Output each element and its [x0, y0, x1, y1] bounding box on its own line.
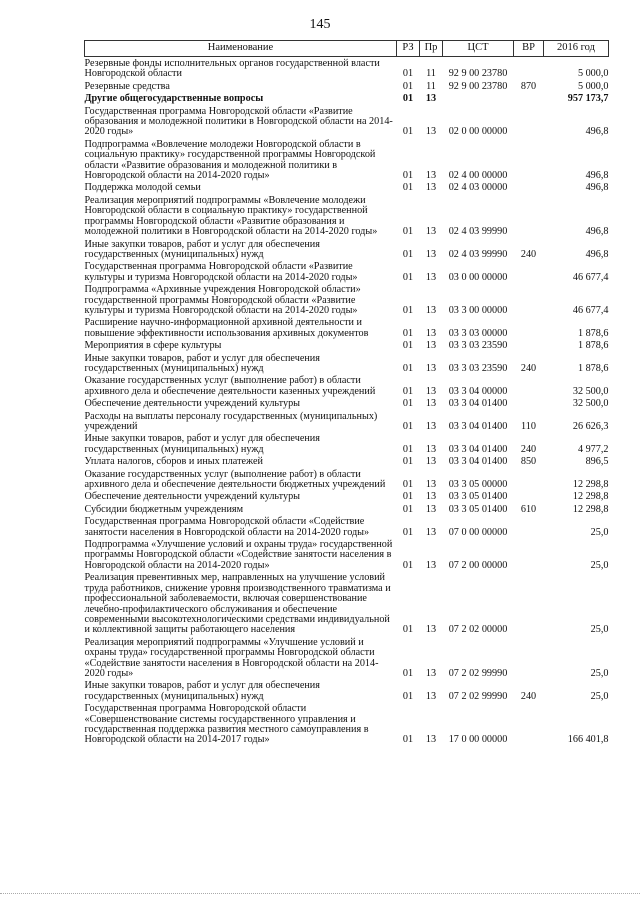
row-vr-cell — [514, 105, 544, 138]
row-sum-cell: 25,0 — [590, 667, 609, 679]
row-rz-cell: 01 — [402, 734, 414, 746]
row-rz-cell: 01 — [402, 690, 414, 702]
row-pr-cell: 13 — [425, 443, 437, 455]
row-name-cell: Резервные средства — [84, 80, 170, 92]
row-vr-cell — [514, 181, 544, 193]
table-row — [85, 238, 609, 261]
row-sum-cell: 32 500,0 — [572, 385, 609, 397]
row-vr-cell — [514, 138, 544, 182]
row-pr-cell: 13 — [425, 734, 437, 746]
row-name-cell: Подпрограмма «Вовлечение молодежи Новгородской области в социальную практику» государственной программы Новгородской области «Развитие образования и молодежной политики в Новгородской области на 2014-2020 годы» — [84, 138, 376, 182]
row-rz-cell: 01 — [402, 503, 414, 515]
row-name-cell: Оказание государственных услуг (выполнение работ) в области архивного дела и обеспечение деятельности казенных учреждений — [84, 375, 376, 397]
table-row — [85, 397, 609, 409]
row-rz-cell: 01 — [402, 362, 414, 374]
table-row — [85, 468, 609, 491]
row-pr-cell: 13 — [425, 182, 437, 194]
row-name-cell: Реализация мероприятий подпрограммы «Улучшение условий и охраны труда» государственной программы Новгородской области «Содействие занятости населения в Новгородской области на 2014-2020 годы» — [84, 636, 379, 679]
row-cst-cell: 03 3 04 01400 — [448, 398, 508, 410]
row-vr-cell — [514, 57, 544, 80]
row-cst-cell: 17 0 00 00000 — [448, 734, 508, 746]
row-sum-cell: 46 677,4 — [572, 304, 609, 316]
table-row — [85, 283, 609, 316]
row-rz-cell: 01 — [402, 304, 414, 316]
row-pr-cell: 13 — [425, 559, 437, 571]
row-cst-cell: 92 9 00 23780 — [448, 68, 508, 80]
header-pr: Пр — [420, 41, 443, 57]
row-vr-cell — [514, 374, 544, 397]
row-vr-cell: 110 — [521, 421, 536, 432]
row-rz-cell: 01 — [402, 456, 414, 468]
row-sum-cell: 4 977,2 — [577, 443, 609, 455]
row-vr-cell — [514, 468, 544, 491]
row-cst-cell: 02 4 03 99990 — [448, 248, 508, 260]
row-rz-cell: 01 — [402, 667, 414, 679]
row-pr-cell: 13 — [425, 170, 437, 182]
row-vr-cell: 610 — [520, 503, 537, 515]
row-pr-cell: 13 — [425, 327, 437, 339]
row-name-cell: Обеспечение деятельности учреждений культуры — [84, 491, 301, 503]
row-rz-cell: 01 — [402, 170, 414, 182]
row-sum-cell: 32 500,0 — [572, 398, 609, 410]
row-name-cell: Субсидии бюджетным учреждениям — [84, 503, 244, 515]
row-pr-cell: 13 — [425, 456, 437, 468]
row-vr-cell: 240 — [520, 690, 537, 702]
row-name-cell: Иные закупки товаров, работ и услуг для обеспечения государственных (муниципальных) нужд — [84, 433, 320, 455]
row-pr-cell: 13 — [425, 398, 437, 410]
row-vr-cell: 240 — [520, 248, 537, 260]
row-name-cell: Подпрограмма «Архивные учреждения Новгородской области» государственной программы Новгородской области «Развитие культуры и туризма Новгородской области на 2014-2020 годы» — [84, 284, 361, 316]
row-rz-cell: 01 — [402, 327, 414, 339]
row-cst-cell: 03 3 05 01400 — [448, 503, 508, 515]
row-cst-cell — [443, 92, 514, 104]
row-rz-cell: 01 — [402, 271, 414, 283]
table-row — [85, 432, 609, 455]
row-sum-cell: 46 677,4 — [572, 271, 609, 283]
row-sum-cell: 496,8 — [585, 248, 609, 260]
row-pr-cell: 13 — [425, 503, 437, 515]
row-pr-cell: 13 — [425, 93, 437, 105]
table-row — [85, 455, 609, 467]
row-name-cell: Иные закупки товаров, работ и услуг для обеспечения государственных (муниципальных) нужд — [84, 680, 320, 702]
table-row — [85, 538, 609, 571]
row-rz-cell: 01 — [402, 624, 414, 636]
row-sum-cell: 496,8 — [585, 182, 609, 194]
table-row — [85, 138, 609, 182]
table-row — [85, 571, 609, 635]
row-vr-cell: 240 — [520, 443, 537, 455]
row-cst-cell: 03 3 03 23590 — [448, 362, 508, 374]
table-row — [85, 105, 609, 138]
page-number: 145 — [309, 17, 331, 32]
row-sum-cell: 496,8 — [585, 170, 609, 182]
row-name-cell: Подпрограмма «Улучшение условий и охраны труда» государственной программы Новгородской области «Содействие занятости населения в Новгородской области на 2014-2020 годы» — [84, 539, 393, 571]
row-cst-cell: 03 3 05 01400 — [448, 491, 508, 503]
row-sum-cell: 1 878,6 — [577, 340, 609, 352]
row-name-cell: Расширение научно-информационной архивной деятельности и повышение эффективности использования архивных документов — [84, 317, 369, 339]
row-cst-cell: 02 4 03 99990 — [448, 226, 508, 238]
row-cst-cell: 02 0 00 00000 — [448, 126, 508, 138]
row-vr-cell — [514, 92, 544, 104]
row-rz-cell: 01 — [402, 443, 414, 455]
row-sum-cell: 25,0 — [590, 559, 609, 571]
row-rz-cell: 01 — [402, 248, 414, 260]
row-cst-cell: 03 3 05 00000 — [448, 479, 508, 491]
row-cst-cell: 07 2 00 00000 — [448, 559, 508, 571]
table-row — [85, 181, 609, 193]
row-pr-cell: 13 — [425, 421, 437, 432]
row-pr-cell: 13 — [425, 304, 437, 316]
row-rz-cell: 01 — [402, 398, 414, 410]
row-rz-cell: 01 — [402, 68, 414, 80]
table-row — [85, 194, 609, 238]
row-pr-cell: 13 — [425, 690, 437, 702]
table-row — [85, 260, 609, 283]
row-cst-cell: 03 3 04 01400 — [448, 421, 508, 432]
row-vr-cell — [514, 490, 544, 502]
row-sum-cell: 26 626,3 — [572, 421, 609, 432]
row-rz-cell: 01 — [402, 340, 414, 352]
page-edge-divider — [0, 893, 640, 894]
row-name-cell: Иные закупки товаров, работ и услуг для обеспечения государственных (муниципальных) нужд — [84, 352, 320, 374]
table-body — [85, 57, 609, 746]
row-pr-cell: 13 — [425, 385, 437, 397]
table-row — [85, 352, 609, 375]
row-rz-cell: 01 — [402, 80, 414, 92]
row-sum-cell: 12 298,8 — [572, 479, 609, 491]
header-name: Наименование — [85, 41, 397, 57]
table-row — [85, 80, 609, 92]
row-sum-cell: 957 173,7 — [567, 93, 609, 105]
row-name-cell: Расходы на выплаты персоналу государственных (муниципальных) учреждений — [84, 410, 378, 432]
table-row — [85, 636, 609, 680]
row-rz-cell: 01 — [402, 182, 414, 194]
row-cst-cell: 03 3 04 01400 — [448, 443, 508, 455]
row-vr-cell — [514, 339, 544, 351]
row-sum-cell: 1 878,6 — [577, 362, 609, 374]
row-cst-cell: 03 3 03 23590 — [448, 340, 508, 352]
row-pr-cell: 11 — [426, 68, 436, 80]
table-row — [85, 339, 609, 351]
row-vr-cell — [514, 702, 544, 746]
row-sum-cell: 1 878,6 — [577, 327, 609, 339]
row-cst-cell: 07 2 02 00000 — [448, 624, 508, 636]
row-cst-cell: 07 2 02 99990 — [448, 690, 508, 702]
row-pr-cell: 13 — [425, 248, 437, 260]
row-rz-cell: 01 — [402, 491, 414, 503]
row-name-cell: Мероприятия в сфере культуры — [84, 340, 222, 352]
row-cst-cell: 92 9 00 23780 — [448, 80, 508, 92]
row-sum-cell: 496,8 — [585, 226, 609, 238]
row-name-cell: Уплата налогов, сборов и иных платежей — [84, 456, 263, 468]
row-sum-cell: 896,5 — [585, 456, 609, 468]
row-name-cell: Реализация мероприятий подпрограммы «Вовлечение молодежи Новгородской области в социальную практику» государственной программы Новгородской области «Развитие образования и молодежной политики в Новгородской области на 2014-2020 годы» — [84, 194, 378, 238]
row-cst-cell: 03 3 00 00000 — [448, 304, 508, 316]
header-cst: ЦСТ — [443, 41, 514, 57]
row-cst-cell: 03 3 04 00000 — [448, 385, 508, 397]
table-row — [85, 679, 609, 702]
row-name-cell: Поддержка молодой семьи — [84, 182, 201, 194]
row-sum-cell: 25,0 — [590, 624, 609, 636]
row-pr-cell: 13 — [425, 340, 437, 352]
table-row — [85, 515, 609, 538]
row-cst-cell: 02 4 00 00000 — [448, 170, 508, 182]
row-pr-cell: 13 — [425, 126, 437, 138]
table-row — [85, 702, 609, 746]
table-row — [85, 57, 609, 80]
row-pr-cell: 11 — [426, 80, 436, 92]
row-rz-cell: 01 — [402, 385, 414, 397]
row-vr-cell: 870 — [520, 80, 537, 92]
row-rz-cell: 01 — [402, 479, 414, 491]
row-rz-cell: 01 — [402, 421, 414, 432]
row-name-cell: Другие общегосударственные вопросы — [84, 93, 264, 105]
row-name-cell: Государственная программа Новгородской области «Развитие культуры и туризма Новгородской области на 2014-2020 годы» — [84, 261, 358, 283]
row-cst-cell: 07 2 02 99990 — [448, 667, 508, 679]
row-name-cell: Иные закупки товаров, работ и услуг для обеспечения государственных (муниципальных) нужд — [84, 238, 320, 260]
table-row — [85, 92, 609, 104]
row-pr-cell: 13 — [425, 491, 437, 503]
row-rz-cell: 01 — [402, 126, 414, 138]
row-vr-cell: 240 — [520, 362, 537, 374]
row-vr-cell — [514, 515, 544, 538]
row-name-cell: Оказание государственных услуг (выполнение работ) в области архивного дела и обеспечение деятельности бюджетных учреждений — [84, 468, 386, 491]
table-row — [85, 374, 609, 397]
row-vr-cell — [514, 397, 544, 409]
row-name-cell: Государственная программа Новгородской области «Совершенствование системы государственного управления и государственная поддержка развития местного самоуправления в Новгородской области на 2014-2017 годы» — [84, 703, 369, 746]
row-sum-cell: 496,8 — [585, 126, 609, 138]
row-pr-cell: 13 — [425, 667, 437, 679]
row-name-cell: Государственная программа Новгородской области «Развитие образования и молодежной политики в Новгородской области на 2014-2020 годы» — [84, 105, 393, 138]
budget-table — [84, 40, 609, 746]
row-vr-cell — [514, 194, 544, 238]
row-pr-cell: 13 — [425, 526, 437, 538]
row-cst-cell: 07 0 00 00000 — [448, 526, 508, 538]
row-sum-cell: 5 000,0 — [577, 80, 609, 92]
row-rz-cell: 01 — [402, 526, 414, 538]
row-name-cell: Резервные фонды исполнительных органов государственной власти Новгородской области — [84, 58, 380, 80]
table-row — [85, 503, 609, 515]
row-sum-cell: 12 298,8 — [572, 503, 609, 515]
row-sum-cell: 12 298,8 — [572, 491, 609, 503]
row-cst-cell: 03 3 03 00000 — [448, 327, 508, 339]
header-rz: РЗ — [397, 41, 420, 57]
row-pr-cell: 13 — [425, 362, 437, 374]
row-vr-cell — [514, 260, 544, 283]
row-name-cell: Государственная программа Новгородской области «Содействие занятости населения в Новгородской области на 2014-2020 годы» — [84, 516, 370, 538]
row-pr-cell: 13 — [425, 271, 437, 283]
row-cst-cell: 03 0 00 00000 — [448, 271, 508, 283]
row-name-cell: Обеспечение деятельности учреждений культуры — [84, 398, 301, 410]
row-sum-cell: 5 000,0 — [577, 68, 609, 80]
header-vr: ВР — [514, 41, 544, 57]
row-cst-cell: 03 3 04 01400 — [448, 456, 508, 468]
row-vr-cell — [514, 636, 544, 680]
row-rz-cell: 01 — [402, 226, 414, 238]
row-vr-cell — [514, 316, 544, 339]
row-vr-cell: 850 — [520, 456, 537, 468]
row-rz-cell: 01 — [402, 93, 414, 105]
table-row — [85, 316, 609, 339]
row-sum-cell: 25,0 — [590, 690, 609, 702]
row-vr-cell — [514, 538, 544, 571]
row-pr-cell: 13 — [425, 624, 437, 636]
table-header — [85, 41, 609, 57]
header-year: 2016 год — [544, 41, 609, 57]
row-sum-cell: 25,0 — [590, 526, 609, 538]
row-sum-cell: 166 401,8 — [567, 734, 609, 746]
row-vr-cell — [514, 571, 544, 635]
row-pr-cell: 13 — [425, 479, 437, 491]
table-row — [85, 410, 609, 433]
row-rz-cell: 01 — [402, 559, 414, 571]
row-name-cell: Реализация превентивных мер, направленных на улучшение условий труда работников, снижение уровня производственного травматизма и профессиональной заболеваемости, включая совершенствование лечебно-профилактического обслуживания и обеспечение современными высокотехнологическими средствами индивидуальной и коллективной защиты работающего населения — [84, 572, 391, 636]
row-vr-cell — [514, 283, 544, 316]
table-row — [85, 490, 609, 502]
row-cst-cell: 02 4 03 00000 — [448, 182, 508, 194]
row-pr-cell: 13 — [425, 226, 437, 238]
